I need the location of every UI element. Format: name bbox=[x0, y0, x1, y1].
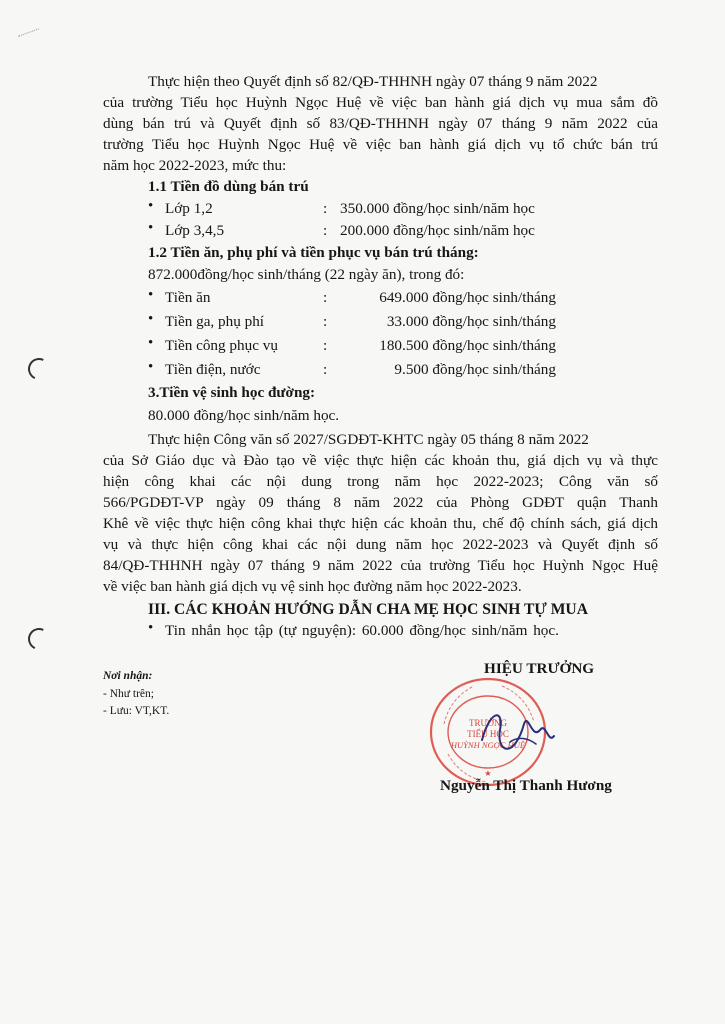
stamp-text-line: TRƯỜNG bbox=[469, 718, 507, 728]
intro-line-5: năm học 2022-2023, mức thu: bbox=[103, 157, 287, 174]
stamp-text-line: TIỂU HỌC bbox=[467, 729, 509, 739]
fee-label: Tiền ăn bbox=[165, 289, 211, 306]
para2-line-5: Khê về việc thực hiện công khai thực hiện các khoản thu, chế độ chính sách, giá dịch bbox=[103, 515, 658, 532]
bullet-icon: • bbox=[148, 198, 154, 214]
bullet-icon: • bbox=[148, 287, 154, 303]
colon: : bbox=[323, 313, 328, 330]
colon: : bbox=[323, 200, 328, 217]
colon: : bbox=[323, 361, 328, 378]
para2-line-1: Thực hiện Công văn số 2027/SGDĐT-KHTC ngày 05 tháng 8 năm 2022 bbox=[148, 431, 589, 448]
fee-label: Tiền điện, nước bbox=[165, 361, 261, 378]
signer-title: HIỆU TRƯỞNG bbox=[484, 660, 595, 677]
fee-label: Lớp 3,4,5 bbox=[165, 222, 225, 239]
intro-line-4: trường Tiểu học Huỳnh Ngọc Huệ về việc ban hành giá dịch vụ tổ chức bán trú bbox=[103, 136, 658, 153]
para2-line-8: về việc ban hành giá dịch vụ vệ sinh học đường năm học 2022-2023. bbox=[103, 578, 522, 595]
handwritten-signature bbox=[470, 700, 560, 770]
bullet-icon: • bbox=[148, 359, 154, 375]
section-1-1-heading: 1.1 Tiền đồ dùng bán trú bbox=[148, 178, 309, 195]
section-3-heading: 3.Tiền vệ sinh học đường: bbox=[148, 384, 316, 401]
para2-line-3: hiện công khai các nội dung trong năm học 2022-2023; Công văn số bbox=[103, 473, 658, 490]
intro-line-1: Thực hiện theo Quyết định số 82/QĐ-THHNH ngày 07 tháng 9 năm 2022 bbox=[148, 73, 598, 90]
recipient-line: - Như trên; bbox=[103, 688, 154, 700]
intro-line-3: dùng bán trú và Quyết định số 83/QĐ-THHNH ngày 07 tháng 9 năm 2022 của bbox=[103, 115, 658, 132]
section-1-2-total: 872.000đồng/học sinh/tháng (22 ngày ăn), trong đó: bbox=[148, 266, 465, 283]
svg-text:★: ★ bbox=[484, 769, 492, 778]
hole-punch-mark-1 bbox=[25, 355, 53, 383]
bullet-icon: • bbox=[148, 620, 154, 636]
bullet-icon: • bbox=[148, 335, 154, 351]
para2-line-6: vụ và thực hiện công khai các nội dung năm học 2022-2023 và Quyết định số bbox=[103, 536, 658, 553]
signer-name: Nguyễn Thị Thanh Hương bbox=[440, 777, 612, 794]
fee-value: 350.000 đồng/học sinh/năm học bbox=[340, 200, 535, 217]
fee-value: 9.500 đồng/học sinh/tháng bbox=[394, 361, 556, 378]
fee-label: Tiền công phục vụ bbox=[165, 337, 278, 354]
recipients-title: Nơi nhận: bbox=[103, 670, 153, 682]
fee-value: 649.000 đồng/học sinh/tháng bbox=[379, 289, 556, 306]
section-1-2-heading: 1.2 Tiền ăn, phụ phí và tiền phục vụ bán trú tháng: bbox=[148, 244, 479, 261]
bullet-icon: • bbox=[148, 311, 154, 327]
para2-line-2: của Sở Giáo dục và Đào tạo về việc thực hiện các khoản thu, giá dịch vụ và thực bbox=[103, 452, 658, 469]
colon: : bbox=[323, 289, 328, 306]
section-III-heading: III. CÁC KHOẢN HƯỚNG DẪN CHA MẸ HỌC SINH TỰ MUA bbox=[148, 601, 588, 618]
fee-label: Lớp 1,2 bbox=[165, 200, 213, 217]
fee-value: 33.000 đồng/học sinh/tháng bbox=[386, 313, 556, 330]
recipient-line: - Lưu: VT,KT. bbox=[103, 705, 170, 717]
bullet-icon: • bbox=[148, 220, 154, 236]
colon: : bbox=[323, 222, 328, 239]
fee-value: 200.000 đồng/học sinh/năm học bbox=[340, 222, 535, 239]
para2-line-4: 566/PGDĐT-VP ngày 09 tháng 8 năm 2022 của Phòng GDĐT quận Thanh bbox=[103, 494, 658, 511]
stamp-text-line: HUỲNH NGỌC HUỆ bbox=[450, 740, 526, 750]
colon: : bbox=[323, 337, 328, 354]
hole-punch-mark-2 bbox=[25, 625, 53, 653]
section-III-item: Tin nhắn học tập (tự nguyện): 60.000 đồng/học sinh/năm học. bbox=[165, 622, 559, 639]
section-3-value: 80.000 đồng/học sinh/năm học. bbox=[148, 407, 340, 424]
intro-line-2: của trường Tiểu học Huỳnh Ngọc Huệ về việc ban hành giá dịch vụ mua sắm đồ bbox=[103, 94, 658, 111]
fee-value: 180.500 đồng/học sinh/tháng bbox=[379, 337, 556, 354]
para2-line-7: 84/QĐ-THHNH ngày 07 tháng 9 năm 2022 của trường Tiểu học Huỳnh Ngọc Huệ bbox=[103, 557, 658, 574]
fee-label: Tiền ga, phụ phí bbox=[165, 313, 265, 330]
scan-mark-top bbox=[18, 28, 40, 39]
